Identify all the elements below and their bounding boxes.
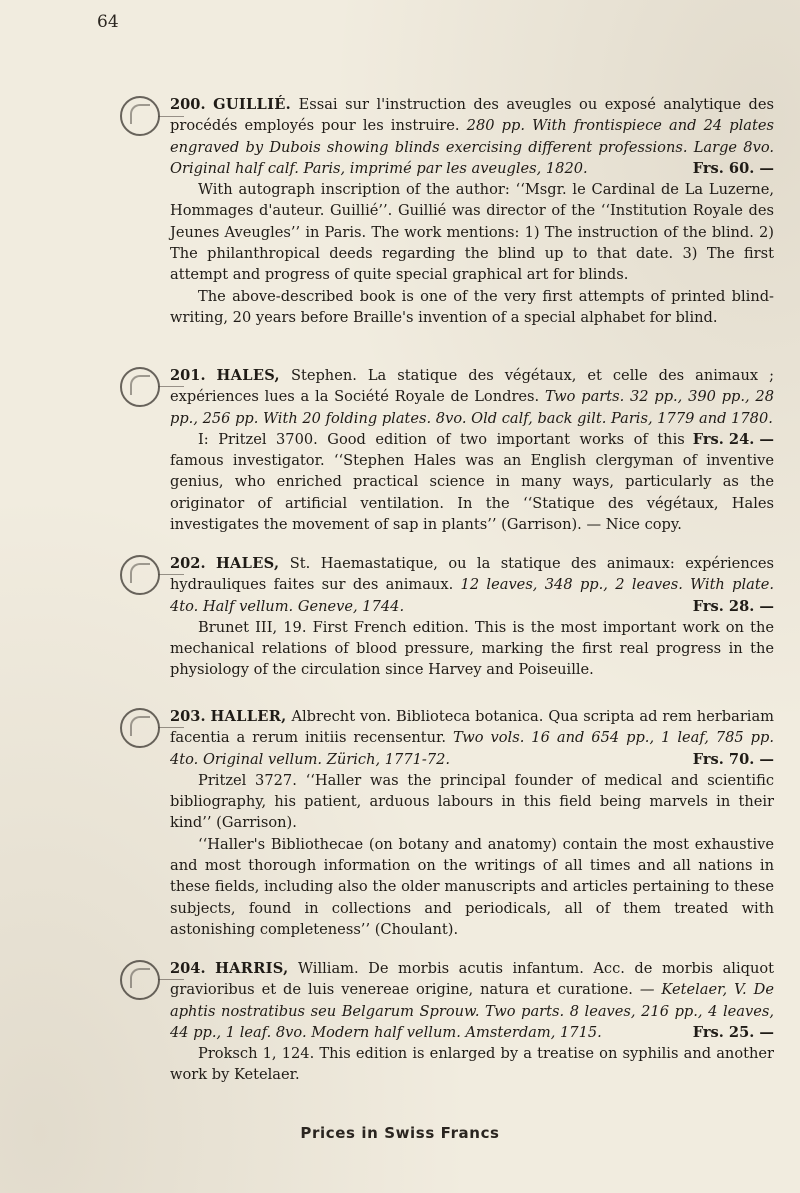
entry-author: HALLER, bbox=[210, 708, 287, 725]
page-number: 64 bbox=[97, 12, 119, 32]
entry-title: Albrecht von. Biblioteca botanica. Qua scripta ad rem herbariam facentia a rerum initiis recensentur. bbox=[170, 708, 774, 747]
entry-title: Stephen. La statique des végétaux, et celle des animaux ; expériences lues a la Société Royale de Londres. bbox=[170, 367, 774, 406]
entry-description: 12 leaves, 348 pp., 2 leaves. With plate. 4to. Half vellum. Geneve, 1744. bbox=[170, 576, 775, 615]
entry-title: Essai sur l'instruction des aveugles ou exposé analytique des procédés employés pour les instruire. bbox=[170, 96, 775, 135]
catalogue-entry bbox=[170, 706, 774, 940]
entry-description: Two parts. 32 pp., 390 pp., 28 pp., 256 pp. With 20 folding plates. 8vo. Old calf, back gilt. Paris, 1779 and 1780. bbox=[170, 388, 775, 427]
entry-heading bbox=[170, 958, 774, 1043]
entry-note: Pritzel 3727. ‘‘Haller was the principal founder of medical and scientific bibliography, his patient, arduous labours in this field being marvels in their kind’’ (Garrison). bbox=[170, 771, 774, 832]
lot-number: 201. bbox=[170, 367, 206, 384]
entry-price: Frs. 25. — bbox=[692, 1023, 774, 1041]
lot-number: 200. bbox=[170, 96, 206, 113]
entry-price: Frs. 70. — bbox=[692, 750, 774, 768]
entry-note: I: Pritzel 3700. Good edition of two important works of this famous investigator. ‘‘Stephen Hales was an English clergyman of inventive genius, who enriched practical science in many ways, particularly as the originator of artificial ventilation. In the ‘‘Statique des végétaux, Hales investigates the movement of sap in plants’’ (Garrison). — Nice copy. bbox=[170, 430, 774, 534]
margin-mark-circle bbox=[120, 960, 160, 1000]
catalogue-entry bbox=[170, 553, 774, 681]
entry-note: The above-described book is one of the very first attempts of printed blind-writing, 20 years before Braille's invention of a special alphabet for blind. bbox=[170, 287, 774, 326]
entry-description: Two vols. 16 and 654 pp., 1 leaf, 785 pp. 4to. Original vellum. Zürich, 1771-72. bbox=[170, 729, 774, 768]
margin-mark-circle bbox=[120, 96, 160, 136]
entry-author: GUILLIÉ. bbox=[213, 96, 292, 113]
catalogue-entry bbox=[170, 365, 774, 535]
entry-note: ‘‘Haller's Bibliothecae (on botany and anatomy) contain the most exhaustive and most thorough information on the writings of all times and all nations in these fields, including also the older manuscripts and articles pertaining to these subjects, found in collections and periodicals, all of them treated with astonishing completeness’’ (Choulant). bbox=[170, 835, 774, 938]
margin-mark-circle bbox=[120, 367, 160, 407]
lot-number: 203. bbox=[170, 708, 206, 725]
footer-note: Prices in Swiss Francs bbox=[300, 1124, 500, 1142]
entry-description: 280 pp. With frontispiece and 24 plates engraved by Dubois showing blinds exercising different professions. Large 8vo. Original half calf. Paris, imprimé par les aveugles, 1820. bbox=[170, 117, 774, 177]
entry-price: Frs. 60. — bbox=[692, 159, 774, 177]
entry-author: HALES, bbox=[215, 555, 280, 572]
entry-author: HARRIS, bbox=[215, 960, 289, 977]
entry-note: With autograph inscription of the author: ‘‘Msgr. le Cardinal de La Luzerne, Hommages d'auteur. Guillié’’. Guillié was director of the ‘‘Institution Royale des Jeunes Aveugles’’ in Paris. The work mentions: 1) The instruction of the blind. 2) The philanthropical deeds regarding the blind up to that date. 3) The first attempt and progress of quite special graphical art for blinds. bbox=[170, 181, 774, 284]
entry-price: Frs. 28. — bbox=[692, 597, 774, 615]
margin-mark-circle bbox=[120, 708, 160, 748]
entry-price: Frs. 24. — bbox=[692, 430, 774, 448]
entry-note: Proksch 1, 124. This edition is enlarged by a treatise on syphilis and another work by Ketelaer. bbox=[170, 1045, 774, 1084]
entry-author: HALES, bbox=[216, 367, 280, 384]
entry-heading bbox=[170, 706, 774, 770]
margin-mark-circle bbox=[120, 555, 160, 595]
lot-number: 202. bbox=[170, 555, 206, 572]
catalogue-entry bbox=[170, 94, 774, 328]
entry-title: William. De morbis acutis infantum. Acc. de morbis aliquot gravioribus et de luis venereae origine, natura et curatione. bbox=[170, 960, 775, 999]
entry-heading bbox=[170, 365, 775, 448]
catalogue-entry bbox=[170, 958, 774, 1086]
entry-description: — Ketelaer, V. De aphtis nostratibus seu Belgarum Sprouw. Two parts. 8 leaves, 216 pp., 4 leaves, 44 pp., 1 leaf. 8vo. Modern half vellum. Amsterdam, 1715. bbox=[170, 981, 775, 1041]
entry-note: Brunet III, 19. First French edition. This is the most important work on the mechanical relations of blood pressure, marking the first real progress in the physiology of the circulation since Harvey and Poiseuille. bbox=[170, 618, 774, 679]
entry-heading bbox=[170, 94, 774, 179]
entry-title: St. Haemastatique, ou la statique des animaux: expériences hydrauliques faites sur des animaux. bbox=[170, 555, 775, 594]
lot-number: 204. bbox=[170, 960, 206, 977]
entry-heading bbox=[170, 553, 774, 617]
